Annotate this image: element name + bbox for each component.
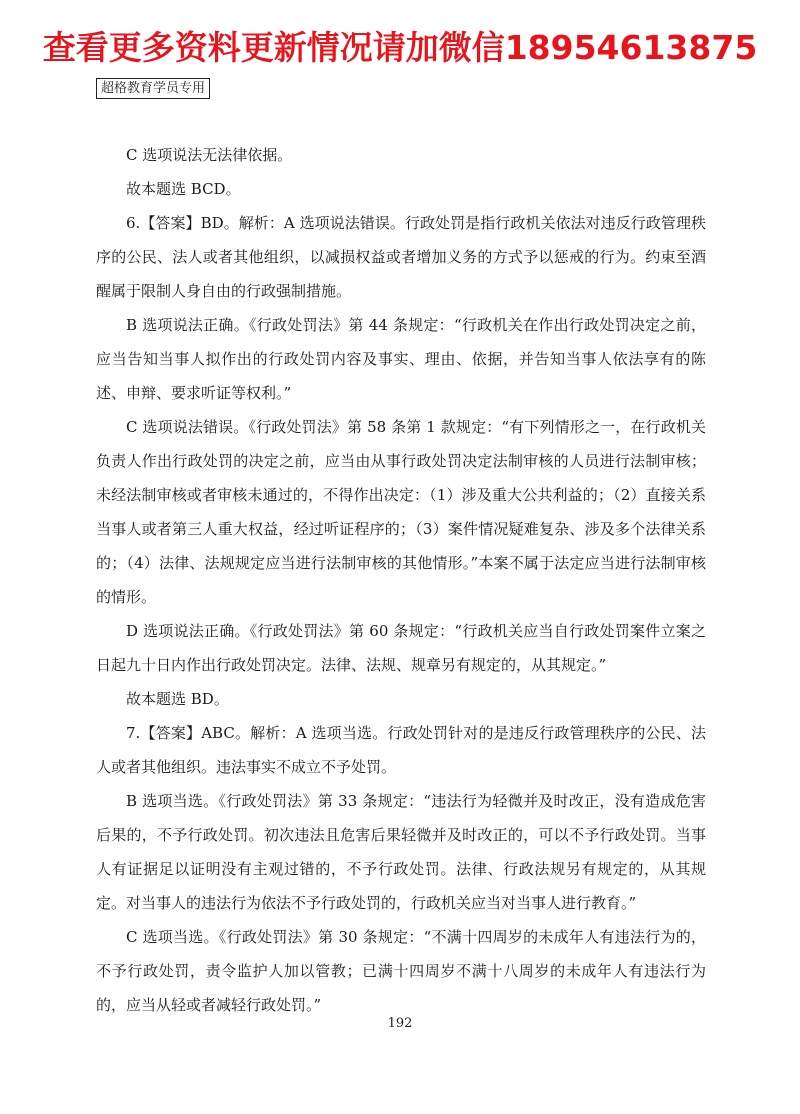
paragraph-q6-conclusion: 故本题选 BD。 [126,690,229,708]
watermark-text: 查看更多资料更新情况请加微信18954613875 [42,28,758,67]
paragraph-q7-option-c: C 选项当选。《行政处罚法》第 30 条规定：“不满十四周岁的未成年人有违法行为的，不予行政处罚，责令监护人加以管教；已满十四周岁不满十八周岁的未成年人有违法行为的，应当从轻或者减轻行政处罚。” [96,928,706,1014]
paragraph-c-option-no-basis: C 选项说法无法律依据。 [126,146,293,164]
document-body [96,138,706,1022]
page-number: 192 [387,1016,413,1031]
student-only-label: 超格教育学员专用 [96,78,210,99]
paragraph-q7-answer: 7.【答案】ABC。解析：A 选项当选。行政处罚针对的是违反行政管理秩序的公民、法人或者其他组织。违法事实不成立不予处罚。 [96,724,706,776]
paragraph-q7-option-b: B 选项当选。《行政处罚法》第 33 条规定：“违法行为轻微并及时改正，没有造成危害后果的，不予行政处罚。初次违法且危害后果轻微并及时改正的，可以不予行政处罚。当事人有证据足以证明没有主观过错的，不予行政处罚。法律、行政法规另有规定的，从其规定。对当事人的违法行为依法不予行政处罚的，行政机关应当对当事人进行教育。” [96,792,706,912]
paragraph-q6-option-d: D 选项说法正确。《行政处罚法》第 60 条规定：“行政机关应当自行政处罚案件立案之日起九十日内作出行政处罚决定。法律、法规、规章另有规定的，从其规定。” [96,622,706,674]
paragraph-q6-option-b: B 选项说法正确。《行政处罚法》第 44 条规定：“行政机关在作出行政处罚决定之前，应当告知当事人拟作出的行政处罚内容及事实、理由、依据，并告知当事人依法享有的陈述、申辩、要求听证等权利。” [96,316,706,402]
paragraph-q6-option-c: C 选项说法错误。《行政处罚法》第 58 条第 1 款规定：“有下列情形之一，在行政机关负责人作出行政处罚的决定之前，应当由从事行政处罚决定法制审核的人员进行法制审核；未经法制审核或者审核未通过的，不得作出决定：（1）涉及重大公共利益的；（2）直接关系当事人或者第三人重大权益，经过听证程序的；（3）案件情况疑难复杂、涉及多个法律关系的；（4）法律、法规规定应当进行法制审核的其他情形。”本案不属于法定应当进行法制审核的情形。 [96,418,706,606]
paragraph-q5-conclusion: 故本题选 BCD。 [126,180,241,198]
paragraph-q6-answer: 6.【答案】BD。解析：A 选项说法错误。行政处罚是指行政机关依法对违反行政管理秩序的公民、法人或者其他组织，以减损权益或者增加义务的方式予以惩戒的行为。约束至酒醒属于限制人身自由的行政强制措施。 [96,214,706,300]
